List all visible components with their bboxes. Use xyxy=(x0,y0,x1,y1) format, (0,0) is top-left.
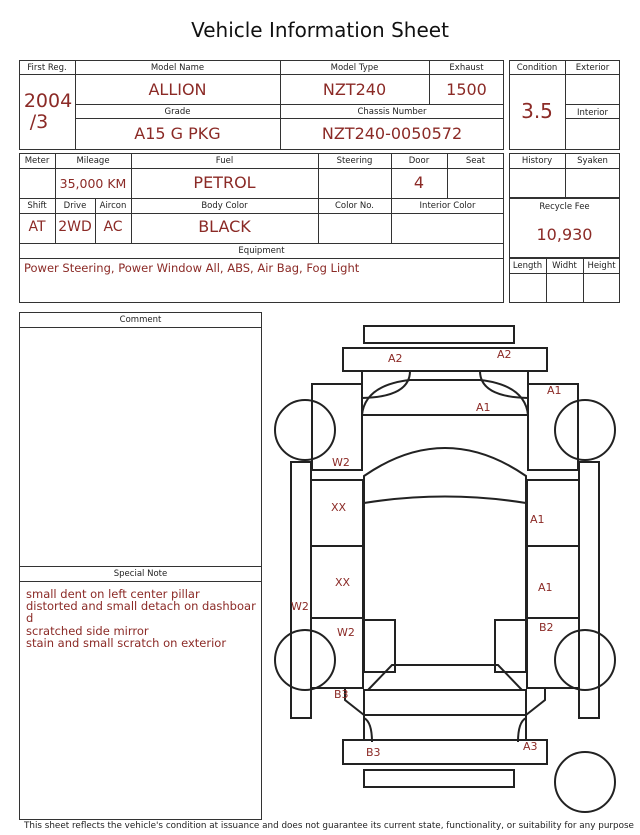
chassis-value: NZT240-0050572 xyxy=(321,124,463,143)
damage-mark: B2 xyxy=(539,621,554,634)
damage-mark: A2 xyxy=(497,348,512,361)
chassis-label: Chassis Number xyxy=(357,107,427,117)
damage-mark: A1 xyxy=(538,581,553,594)
damage-mark: B3 xyxy=(366,746,381,759)
special-note-line: distorted and small detach on dashboar xyxy=(26,599,256,613)
grade-value: A15 G PKG xyxy=(134,124,221,143)
fuel-label: Fuel xyxy=(215,156,234,166)
first-reg-label: First Reg. xyxy=(27,63,67,73)
model-type-value: NZT240 xyxy=(322,80,387,99)
shift-label: Shift xyxy=(27,201,47,211)
special-note-label: Special Note xyxy=(113,569,168,579)
mileage-label: Mileage xyxy=(76,156,110,166)
fuel-value: PETROL xyxy=(193,173,256,192)
condition-label: Condition xyxy=(516,63,558,73)
drive-label: Drive xyxy=(63,201,87,211)
footer-disclaimer: This sheet reflects the vehicle's condition at issuance and does not guarantee its current state, functionality, or suitability for any purpose xyxy=(24,821,634,831)
model-name-value: ALLION xyxy=(148,80,207,99)
height-label: Height xyxy=(587,261,616,271)
comment-label: Comment xyxy=(119,315,162,325)
damage-mark: W2 xyxy=(337,626,355,639)
door-label: Door xyxy=(408,156,430,166)
special-note-line: stain and small scratch on exterior xyxy=(26,636,227,650)
seat-label: Seat xyxy=(465,156,486,166)
grade-label: Grade xyxy=(164,107,191,117)
condition-value: 3.5 xyxy=(521,99,553,123)
damage-mark: A1 xyxy=(547,384,562,397)
aircon-label: Aircon xyxy=(99,201,127,211)
interior-color-label: Interior Color xyxy=(419,201,476,211)
shift-value: AT xyxy=(28,219,46,235)
damage-mark: A2 xyxy=(388,352,403,365)
width-label: Widht xyxy=(552,261,577,271)
exterior-label: Exterior xyxy=(575,63,610,73)
interior-label: Interior xyxy=(576,108,608,118)
damage-mark: A3 xyxy=(523,740,538,753)
damage-mark: W2 xyxy=(291,600,309,613)
equipment-value: Power Steering, Power Window All, ABS, Air Bag, Fog Light xyxy=(24,261,360,275)
damage-mark: A1 xyxy=(530,513,545,526)
drive-value: 2WD xyxy=(58,219,92,235)
sheet-title: Vehicle Information Sheet xyxy=(191,18,449,42)
body-color-value: BLACK xyxy=(198,217,251,236)
special-note-line: small dent on left center pillar xyxy=(26,587,200,601)
equipment-label: Equipment xyxy=(238,246,285,256)
recycle-fee-label: Recycle Fee xyxy=(539,202,590,212)
mileage-value: 35,000 KM xyxy=(59,176,127,191)
damage-mark: B3 xyxy=(334,688,349,701)
meter-label: Meter xyxy=(24,156,50,166)
steering-label: Steering xyxy=(336,156,373,166)
damage-mark: XX xyxy=(335,576,351,589)
damage-mark: XX xyxy=(331,501,347,514)
model-name-label: Model Name xyxy=(150,63,205,73)
exhaust-value: 1500 xyxy=(446,80,487,99)
length-label: Length xyxy=(512,261,543,271)
color-no-label: Color No. xyxy=(334,201,374,211)
aircon-value: AC xyxy=(103,219,123,235)
special-note-line: d xyxy=(26,611,34,625)
damage-mark: W2 xyxy=(332,456,350,469)
special-note-line: scratched side mirror xyxy=(26,624,149,638)
model-type-label: Model Type xyxy=(330,63,379,73)
first-reg-year: 2004 xyxy=(23,90,73,112)
damage-mark: A1 xyxy=(476,401,491,414)
exhaust-label: Exhaust xyxy=(449,63,484,73)
body-color-label: Body Color xyxy=(201,201,248,211)
history-label: History xyxy=(521,156,553,166)
door-value: 4 xyxy=(413,173,425,192)
first-reg-month: /3 xyxy=(29,111,49,133)
syaken-label: Syaken xyxy=(577,156,608,166)
recycle-fee-value: 10,930 xyxy=(536,225,593,244)
